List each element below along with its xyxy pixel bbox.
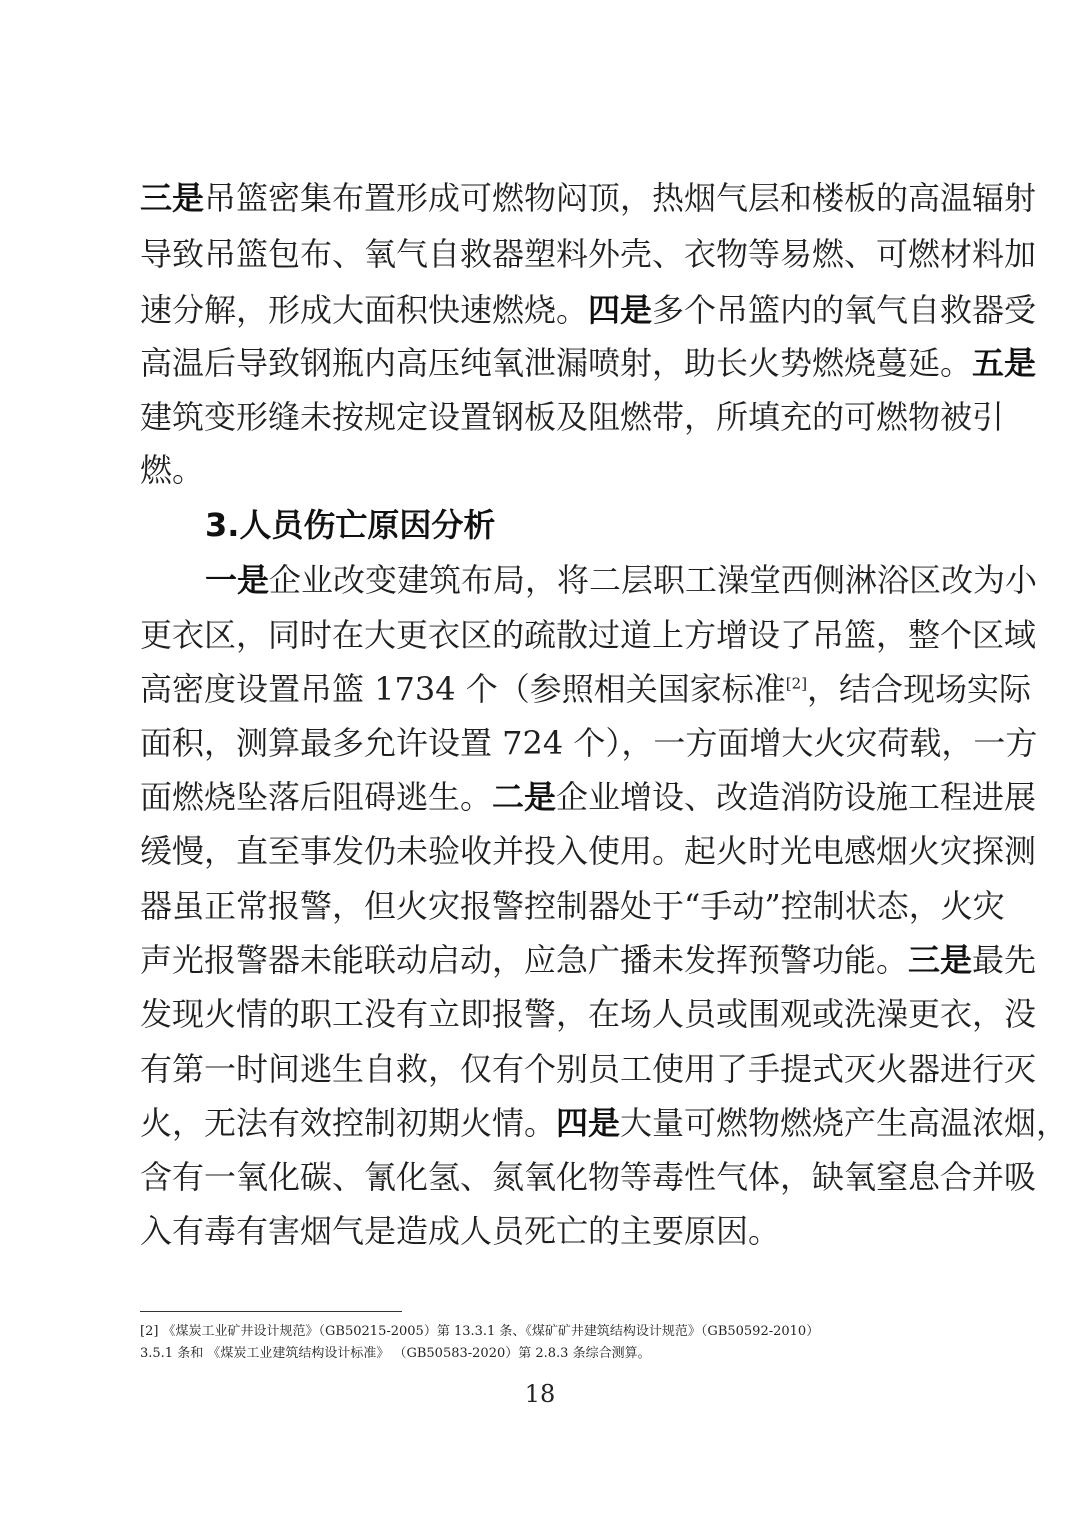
footnote-divider	[140, 1311, 402, 1312]
footnote-line: 3.5.1 条和 《煤炭工业建筑结构设计标准》 （GB50583-2020）第 2.8.3 条综合测算。	[140, 1346, 651, 1361]
text-line: 器虽正常报警，但火灾报警控制器处于“手动”控制状态，火灾	[140, 887, 1005, 925]
emphasis-text: 五是	[972, 344, 1037, 382]
text-line: 一是企业改变建筑布局，将二层职工澡堂西侧淋浴区改为小	[205, 561, 1038, 599]
text-line: 导致吊篮包布、氧气自救器塑料外壳、衣物等易燃、可燃材料加	[140, 235, 1037, 273]
section-heading: 3.人员伤亡原因分析	[205, 506, 496, 544]
text-line: 有第一时间逃生自救，仅有个别员工使用了手提式灭火器进行灭	[140, 1050, 1037, 1088]
page-number: 18	[524, 1380, 556, 1408]
text-line: 缓慢，直至事发仍未验收并投入使用。起火时光电感烟火灾探测	[140, 832, 1037, 870]
emphasis-text: 三是	[140, 179, 205, 217]
footnote-ref[interactable]: [2]	[785, 674, 808, 693]
text-line: 面积，测算最多允许设置 724 个），一方面增大火灾荷载，一方	[140, 724, 1038, 762]
text-line: 三是吊篮密集布置形成可燃物闷顶，热烟气层和楼板的高温辐射	[140, 179, 1037, 217]
text-line: 燃。	[140, 451, 205, 489]
emphasis-text: 二是	[492, 778, 557, 816]
text-line: 火，无法有效控制初期火情。四是大量可燃物燃烧产生高温浓烟，	[140, 1104, 1069, 1142]
text-line: 入有毒有害烟气是造成人员死亡的主要原因。	[140, 1212, 781, 1250]
footnote-line: [2] 《煤炭工业矿井设计规范》（GB50215-2005）第 13.3.1 条、《煤矿矿井建筑结构设计规范》（GB50592-2010）	[140, 1324, 820, 1339]
emphasis-text: 三是	[908, 941, 973, 979]
text-line: 建筑变形缝未按规定设置钢板及阻燃带，所填充的可燃物被引	[140, 398, 1005, 436]
text-line: 声光报警器未能联动启动，应急广播未发挥预警功能。三是最先	[140, 941, 1037, 979]
text-line: 面燃烧坠落后阻碍逃生。二是企业增设、改造消防设施工程进展	[140, 778, 1037, 816]
text-line: 发现火情的职工没有立即报警，在场人员或围观或洗澡更衣，没	[140, 995, 1037, 1033]
text-line: 含有一氧化碳、氰化氢、氮氧化物等毒性气体，缺氧窒息合并吸	[140, 1158, 1037, 1196]
text-line: 高密度设置吊篮 1734 个（参照相关国家标准[2]，结合现场实际	[140, 670, 1032, 708]
emphasis-text: 四是	[588, 291, 653, 329]
emphasis-text: 四是	[556, 1104, 621, 1142]
text-line: 更衣区，同时在大更衣区的疏散过道上方增设了吊篮，整个区域	[140, 616, 1037, 654]
text-line: 速分解，形成大面积快速燃烧。四是多个吊篮内的氧气自救器受	[140, 291, 1037, 329]
text-line: 高温后导致钢瓶内高压纯氧泄漏喷射，助长火势燃烧蔓延。五是	[140, 344, 1037, 382]
emphasis-text: 一是	[205, 561, 270, 599]
